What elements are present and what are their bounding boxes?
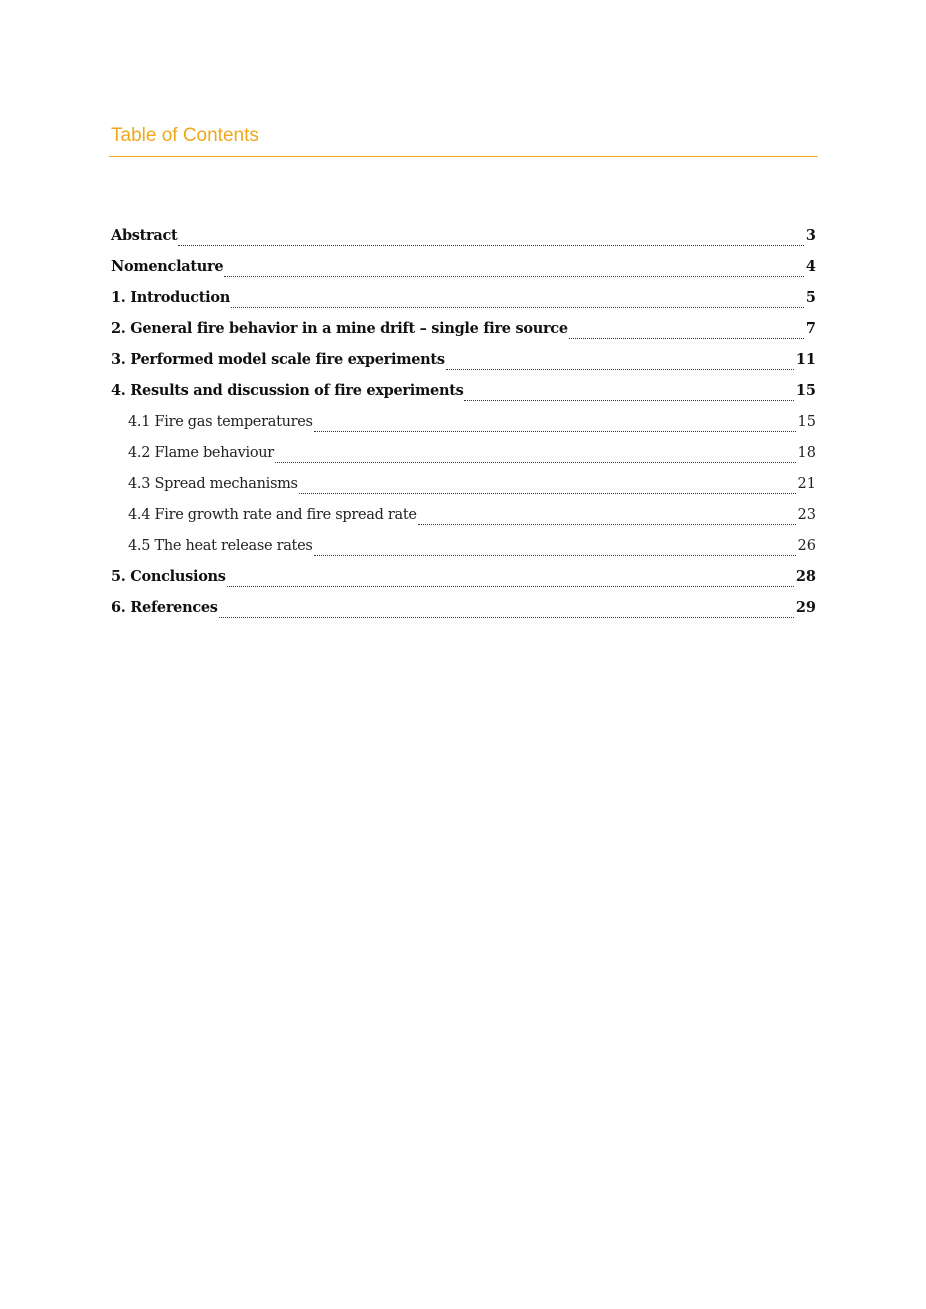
toc-entry-abstract[interactable]	[111, 225, 816, 256]
toc-entry-page: 28	[795, 568, 816, 585]
toc-entry-page: 11	[795, 351, 816, 368]
toc-entry-page: 23	[797, 507, 816, 523]
toc-entry-title: 4.3 Spread mechanisms	[128, 476, 298, 492]
toc-entry-spread-mechanisms[interactable]	[128, 473, 816, 504]
toc-entry-title: 1. Introduction	[111, 289, 230, 306]
toc-entry-references[interactable]	[111, 597, 816, 628]
toc-entry-title: 4. Results and discussion of fire experiments	[111, 382, 464, 399]
toc-entry-title: Abstract	[111, 227, 178, 244]
toc-entry-title: 4.2 Flame behaviour	[128, 445, 274, 461]
toc-dot-leader	[314, 555, 796, 556]
toc-dot-leader	[275, 462, 796, 463]
toc-entry-fire-gas-temperatures[interactable]	[128, 411, 816, 442]
toc-list	[0, 225, 926, 628]
toc-entry-page: 18	[797, 445, 816, 461]
toc-entry-page: 15	[795, 382, 816, 399]
toc-dot-leader	[299, 493, 796, 494]
toc-entry-page: 29	[795, 599, 816, 616]
toc-entry-title: Nomenclature	[111, 258, 224, 275]
toc-dot-leader	[224, 276, 804, 277]
toc-dot-leader	[219, 617, 794, 618]
toc-entry-title: 5. Conclusions	[111, 568, 226, 585]
toc-entry-title: 3. Performed model scale fire experiments	[111, 351, 445, 368]
toc-entry-page: 5	[805, 289, 816, 306]
toc-dot-leader	[227, 586, 794, 587]
toc-entry-results-discussion[interactable]	[111, 380, 816, 411]
toc-entry-page: 7	[805, 320, 816, 337]
toc-entry-page: 15	[797, 414, 816, 430]
toc-entry-model-scale-experiments[interactable]	[111, 349, 816, 380]
heading-divider	[109, 156, 818, 157]
toc-entry-page: 3	[805, 227, 816, 244]
toc-dot-leader	[464, 400, 793, 401]
toc-dot-leader	[314, 431, 796, 432]
toc-entry-fire-growth-rate[interactable]	[128, 504, 816, 535]
toc-entry-title: 4.1 Fire gas temperatures	[128, 414, 313, 430]
toc-entry-nomenclature[interactable]	[111, 256, 816, 287]
toc-dot-leader	[231, 307, 804, 308]
toc-entry-general-fire-behavior[interactable]	[111, 318, 816, 349]
toc-entry-title: 2. General fire behavior in a mine drift – single fire source	[111, 320, 568, 337]
toc-entry-title: 6. References	[111, 599, 218, 616]
toc-entry-flame-behaviour[interactable]	[128, 442, 816, 473]
toc-entry-conclusions[interactable]	[111, 566, 816, 597]
toc-entry-title: 4.4 Fire growth rate and fire spread rate	[128, 507, 417, 523]
toc-entry-page: 4	[805, 258, 816, 275]
toc-entry-page: 26	[797, 538, 816, 554]
toc-dot-leader	[178, 245, 803, 246]
toc-entry-page: 21	[797, 476, 816, 492]
toc-entry-introduction[interactable]	[111, 287, 816, 318]
toc-heading: Table of Contents	[111, 125, 259, 146]
toc-entry-heat-release-rates[interactable]	[128, 535, 816, 566]
toc-dot-leader	[418, 524, 796, 525]
toc-entry-title: 4.5 The heat release rates	[128, 538, 313, 554]
toc-dot-leader	[569, 338, 804, 339]
toc-dot-leader	[446, 369, 794, 370]
